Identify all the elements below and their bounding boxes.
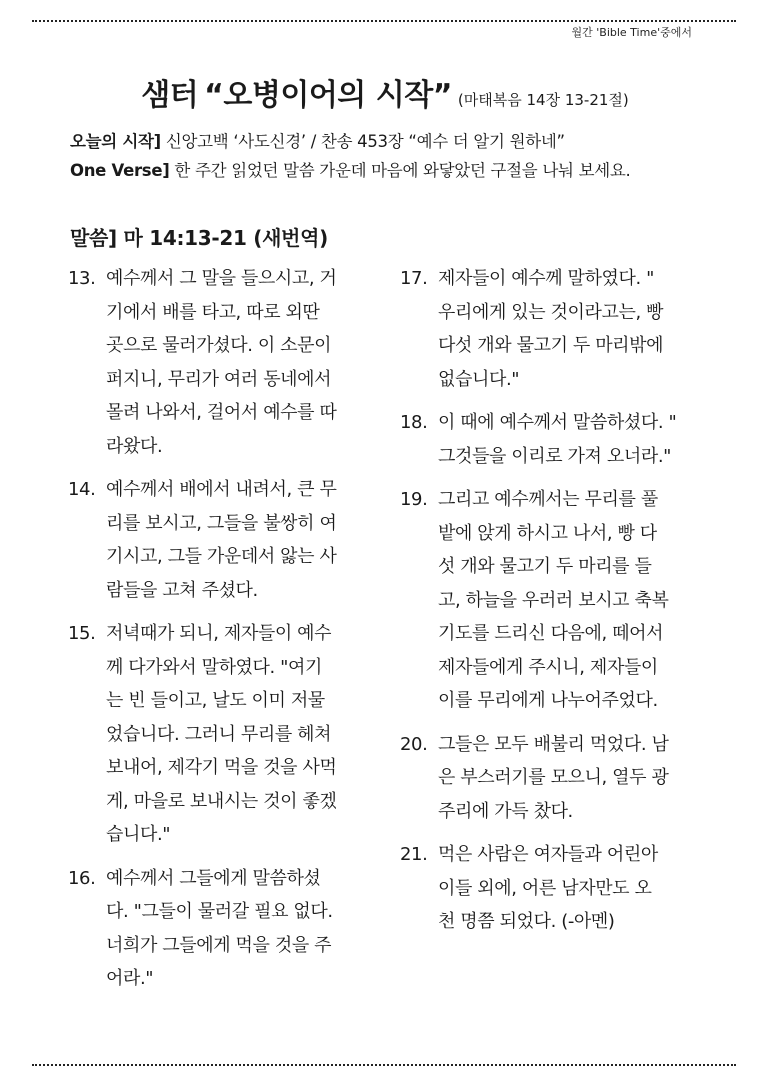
verse-line: 제자들에게 주시니, 제자들이 [438, 656, 658, 678]
verse-line: 퍼지니, 무리가 여러 동네에서 [106, 368, 332, 390]
title-quote: “오병이어의 시작” [204, 78, 452, 113]
verse-line: 고, 하늘을 우러러 보시고 축복 [438, 589, 669, 611]
verse-20 [400, 728, 700, 829]
verse-line: 은 부스러기를 모으니, 열두 광 [438, 767, 669, 788]
verse-19 [400, 483, 700, 718]
intro-today-label: 오늘의 시작] [70, 132, 161, 151]
verse-number: 21. [400, 844, 428, 865]
verse-number: 16. [68, 867, 96, 889]
verse-line: 라왔다. [106, 435, 163, 457]
verse-line: 예수께서 배에서 내려서, 큰 무 [106, 479, 337, 500]
verse-line: 우리에게 있는 것이라고는, 빵 [438, 301, 664, 323]
title-main: 샘터 [141, 78, 199, 113]
verse-14 [68, 473, 380, 607]
verse-16 [68, 862, 380, 996]
verse-line: 이를 무리에게 나누어주었다. [438, 690, 658, 711]
verse-number: 20. [400, 733, 428, 755]
verses-right-column [400, 262, 700, 949]
verse-line: 주리에 가득 찼다. [438, 800, 573, 822]
verse-number: 19. [400, 489, 428, 510]
page-title [0, 70, 770, 114]
verse-number: 18. [400, 412, 428, 433]
bottom-dotted-rule [32, 1064, 736, 1066]
intro-one-verse-text: 한 주간 읽었던 말씀 가운데 마음에 와닿았던 구절을 나눠 보세요. [169, 161, 631, 180]
verse-line: 이 때에 예수께서 말씀하셨다. " [438, 412, 677, 433]
verse-line: 보내어, 제각기 먹을 것을 사먹 [106, 757, 337, 778]
verse-line: 그리고 예수께서는 무리를 풀 [438, 489, 658, 510]
verse-line: 밭에 앉게 하시고 나서, 빵 다 [438, 522, 657, 544]
scripture-heading: 말씀] 마 14:13-21 (새번역) [70, 226, 329, 250]
intro-line-one-verse [70, 156, 730, 185]
title-reference: (마태복음 14장 13-21절) [457, 91, 629, 109]
intro-today-text: 신앙고백 ‘사도신경’ / 찬송 453장 “예수 더 알기 원하네” [160, 132, 565, 151]
verse-line: 었습니다. 그러니 무리를 헤쳐 [106, 723, 332, 745]
intro-block [70, 127, 730, 185]
verse-line: 섯 개와 물고기 두 마리를 들 [438, 556, 652, 577]
verse-line: 기시고, 그들 가운데서 앓는 사 [106, 546, 337, 567]
verse-line: 몰려 나와서, 걸어서 예수를 따 [106, 402, 337, 423]
top-dotted-rule [32, 20, 736, 22]
verse-line: 예수께서 그들에게 말씀하셨 [106, 867, 321, 889]
verse-line: 다섯 개와 물고기 두 마리밖에 [438, 335, 664, 356]
intro-line-today [70, 127, 730, 156]
verse-line: 다. "그들이 물러갈 필요 없다. [106, 901, 333, 922]
verse-line: 제자들이 예수께 말하였다. " [438, 268, 655, 289]
verse-line: 먹은 사람은 여자들과 어린아 [438, 844, 658, 865]
source-note: 월간 'Bible Time'중에서 [571, 26, 692, 39]
verse-line: 어라." [106, 968, 154, 989]
verse-line: 천 명쯤 되었다. (-아멘) [438, 911, 615, 932]
verse-17 [400, 262, 700, 396]
verse-line: 그들은 모두 배불리 먹었다. 남 [438, 733, 669, 755]
verse-line: 기도를 드리신 다음에, 떼어서 [438, 623, 664, 644]
verse-21 [400, 838, 700, 939]
verse-line: 곳으로 물러가셨다. 이 소문이 [106, 335, 332, 356]
verse-line: 기에서 배를 타고, 따로 외딴 [106, 301, 320, 323]
verse-number: 17. [400, 268, 428, 289]
verse-line: 예수께서 그 말을 들으시고, 거 [106, 268, 337, 289]
intro-one-verse-label: One Verse] [70, 161, 170, 180]
verses-left-column [68, 262, 380, 1006]
verse-13 [68, 262, 380, 463]
verse-line: 너희가 그들에게 먹을 것을 주 [106, 934, 332, 956]
verse-line: 께 다가와서 말하였다. "여기 [106, 656, 323, 678]
verse-line: 람들을 고쳐 주셨다. [106, 579, 258, 601]
verse-line: 리를 보시고, 그들을 불쌍히 여 [106, 512, 337, 534]
verse-number: 14. [68, 479, 96, 500]
verse-15 [68, 617, 380, 852]
verse-line: 그것들을 이리로 가져 오너라." [438, 445, 672, 467]
verse-number: 15. [68, 623, 96, 644]
verse-line: 는 빈 들이고, 날도 이미 저물 [106, 690, 325, 711]
verse-number: 13. [68, 268, 96, 289]
verse-line: 습니다." [106, 824, 171, 845]
verse-18 [400, 406, 700, 473]
verse-line: 없습니다." [438, 368, 520, 390]
verse-line: 이들 외에, 어른 남자만도 오 [438, 877, 652, 899]
verse-line: 게, 마을로 보내시는 것이 좋겠 [106, 790, 337, 812]
verse-line: 저녁때가 되니, 제자들이 예수 [106, 623, 332, 644]
